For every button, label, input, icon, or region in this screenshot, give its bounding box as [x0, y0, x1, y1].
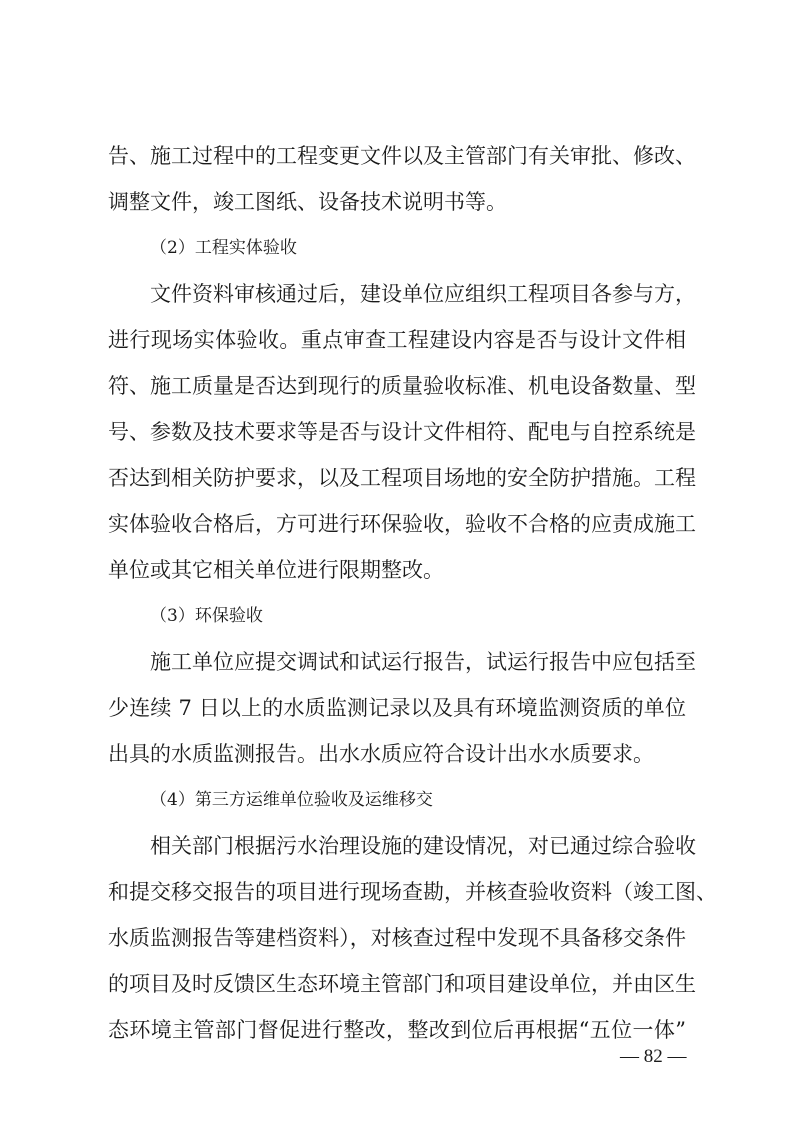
text-line: 单位或其它相关单位进行限期整改。 [108, 558, 444, 582]
text-line: 文件资料审核通过后，建设单位应组织工程项目各参与方， [150, 282, 696, 306]
text-line: 出具的水质监测报告。出水水质应符合设计出水水质要求。 [108, 742, 654, 766]
text-line: 符、施工质量是否达到现行的质量验收标准、机电设备数量、型 [108, 374, 696, 398]
text-line: 水质监测报告等建档资料），对核查过程中发现不具备移交条件 [108, 926, 686, 950]
text-line: 的项目及时反馈区生态环境主管部门和项目建设单位，并由区生 [108, 972, 696, 996]
text-line: 进行现场实体验收。重点审查工程建设内容是否与设计文件相 [108, 328, 686, 352]
text-line: 调整文件，竣工图纸、设备技术说明书等。 [108, 190, 507, 214]
page-number: — 82 — [620, 1046, 687, 1067]
text-line: 实体验收合格后，方可进行环保验收，验收不合格的应责成施工 [108, 512, 696, 536]
section-heading: （2）工程实体验收 [150, 238, 297, 258]
section-heading: （4）第三方运维单位验收及运维移交 [150, 790, 433, 810]
text-line: 和提交移交报告的项目进行现场查勘，并核查验收资料（竣工图、 [108, 880, 717, 904]
text-line: 施工单位应提交调试和试运行报告，试运行报告中应包括至 [150, 650, 696, 674]
text-line: 相关部门根据污水治理设施的建设情况，对已通过综合验收 [150, 834, 696, 858]
text-line: 否达到相关防护要求，以及工程项目场地的安全防护措施。工程 [108, 466, 696, 490]
text-line: 态环境主管部门督促进行整改，整改到位后再根据“五位一体” [108, 1018, 686, 1042]
section-heading: （3）环保验收 [150, 606, 263, 626]
text-line: 告、施工过程中的工程变更文件以及主管部门有关审批、修改、 [108, 144, 696, 168]
text-line: 号、参数及技术要求等是否与设计文件相符、配电与自控系统是 [108, 420, 696, 444]
text-line: 少连续 7 日以上的水质监测记录以及具有环境监测资质的单位 [108, 696, 686, 720]
